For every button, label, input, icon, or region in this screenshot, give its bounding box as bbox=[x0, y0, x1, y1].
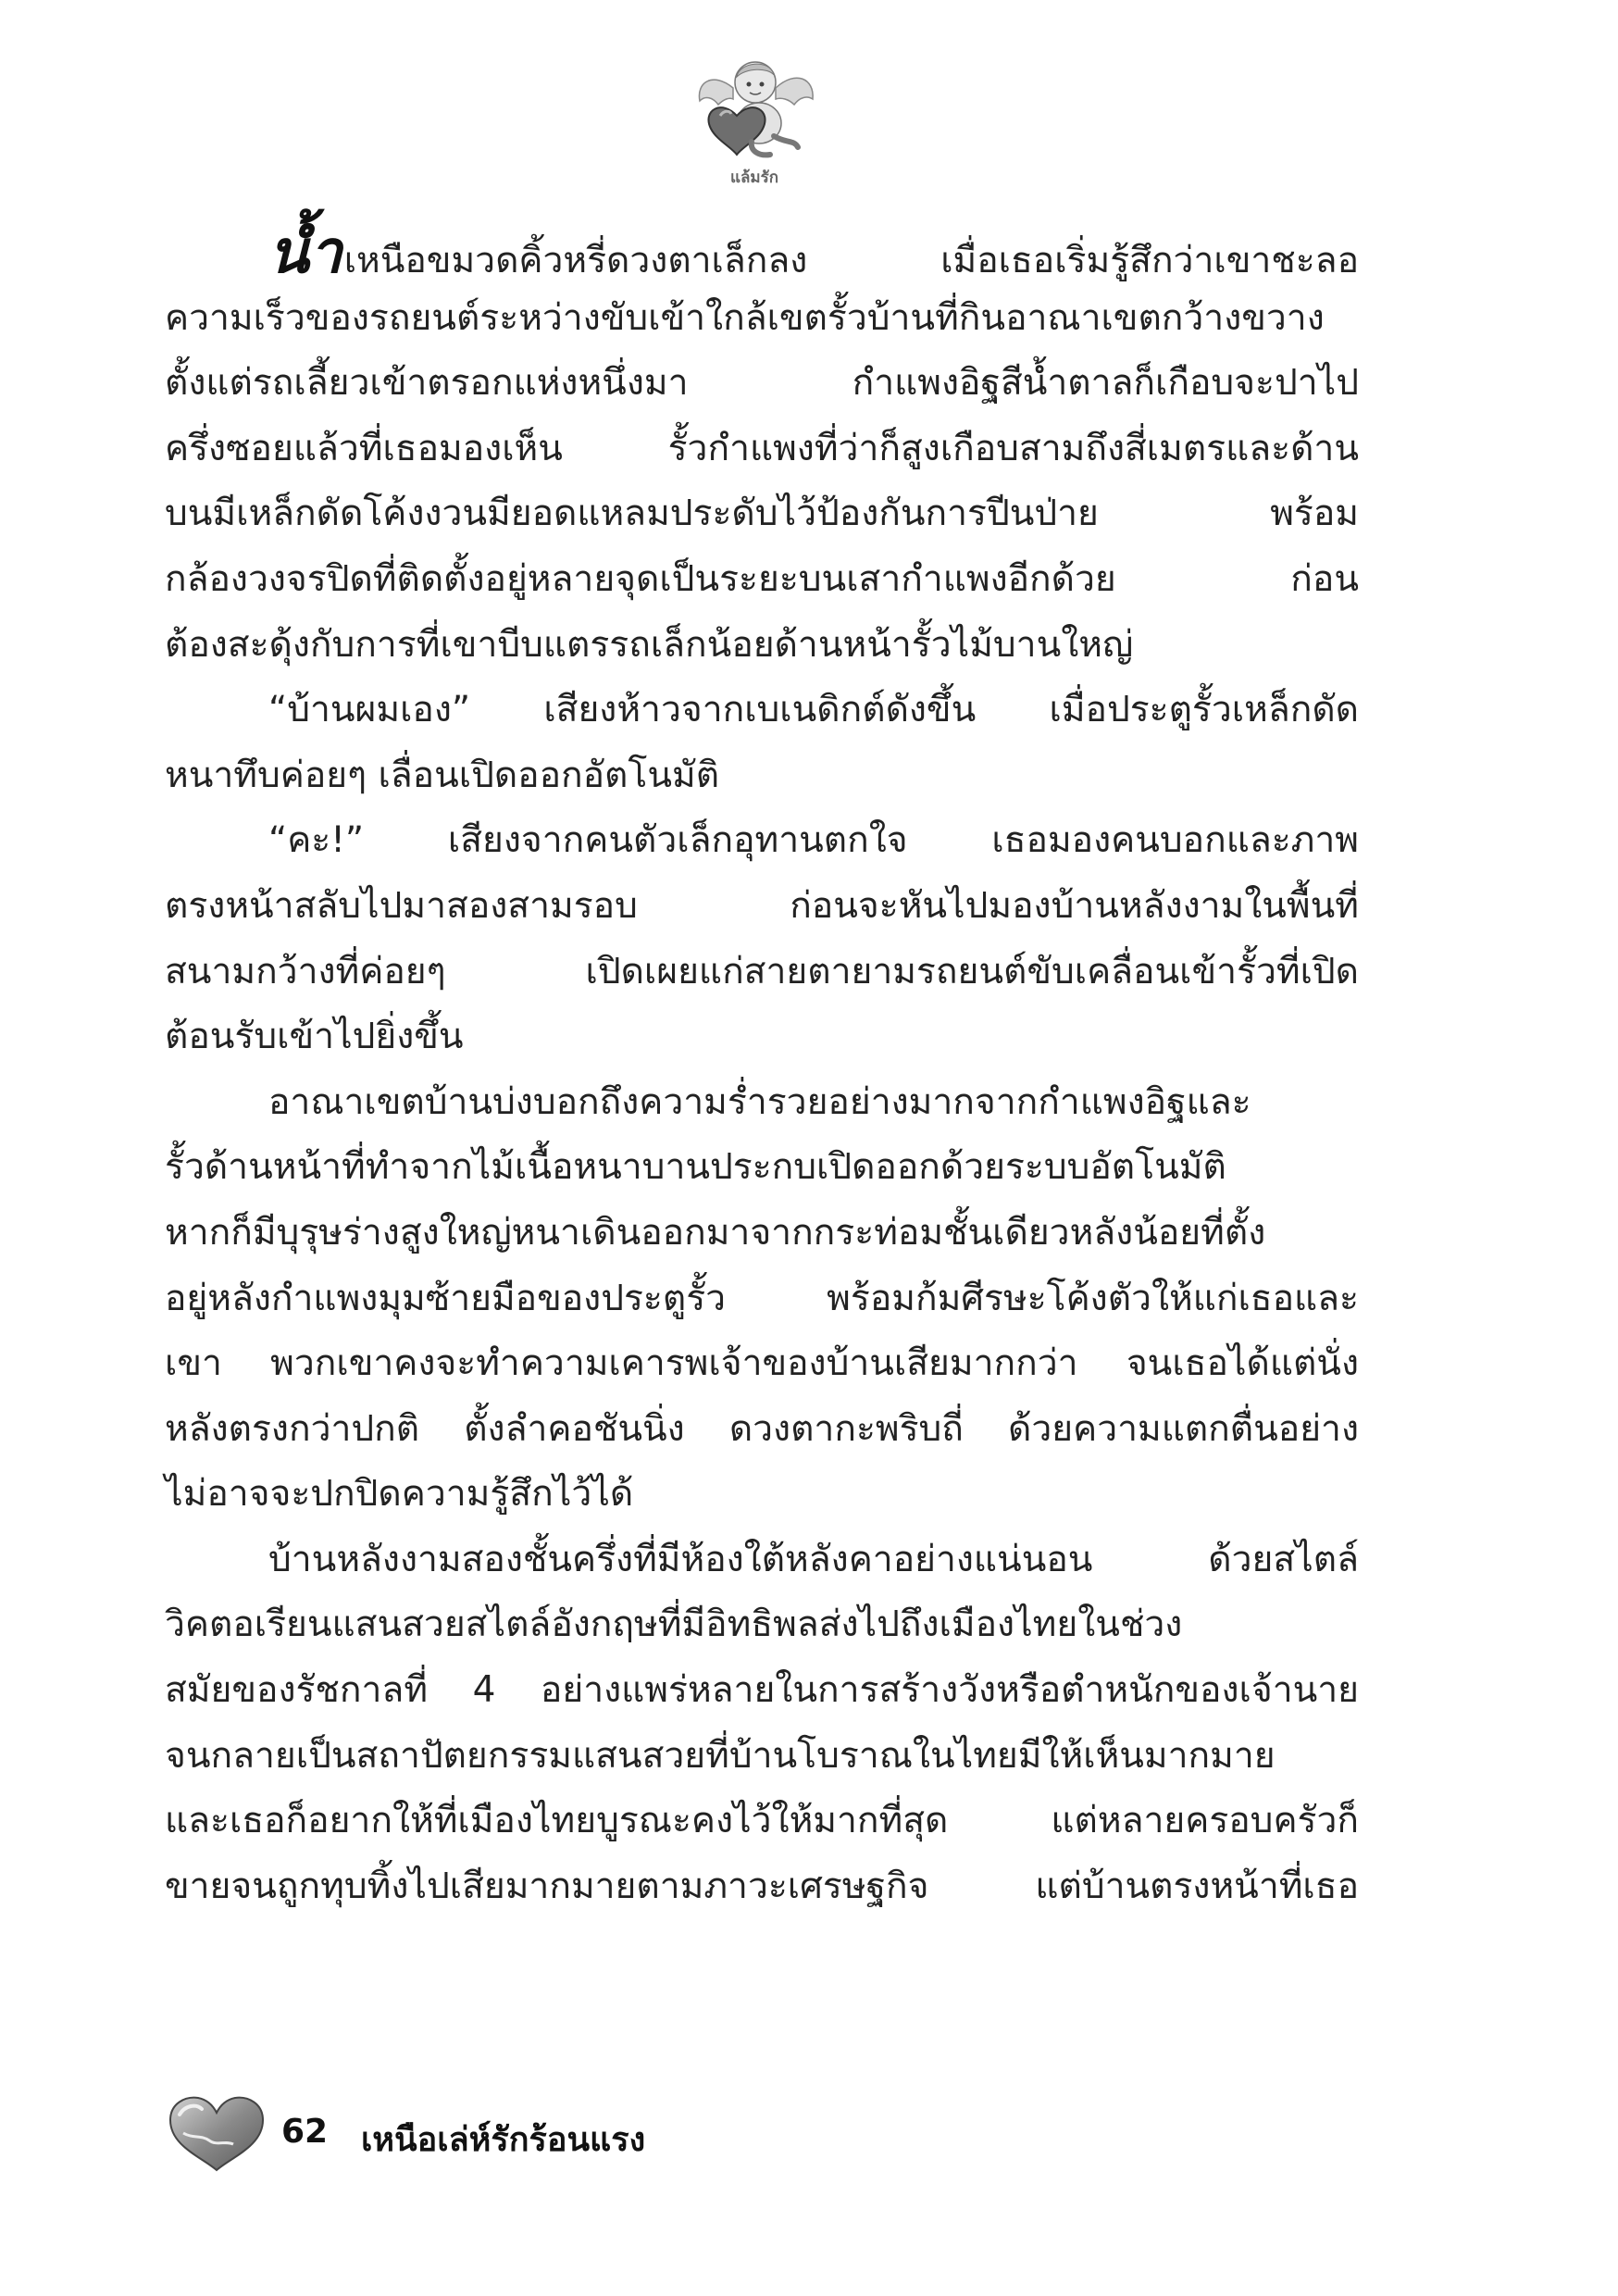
text-line: จนกลายเป็นสถาปัตยกรรมแสนสวยที่บ้านโบราณในไทยมีให้เห็นมากมาย bbox=[165, 1734, 1276, 1777]
text-line: ตั้งแต่รถเลี้ยวเข้าตรอกแห่งหนึ่งมา กำแพงอิฐสีน้ำตาลก็เกือบจะปาไป bbox=[165, 362, 1359, 405]
text-line: ความเร็วของรถยนต์ระหว่างขับเข้าใกล้เขตรั้วบ้านที่กินอาณาเขตกว้างขวาง bbox=[165, 296, 1325, 339]
header-emblem bbox=[685, 51, 824, 190]
text-line: รั้วด้านหน้าที่ทำจากไม้เนื้อหนาบานประกบเปิดออกด้วยระบบอัตโนมัติ bbox=[165, 1146, 1226, 1189]
text-line: กล้องวงจรปิดที่ติดตั้งอยู่หลายจุดเป็นระยะบนเสากำแพงอีกด้วย ก่อน bbox=[165, 557, 1359, 600]
text-line: และเธอก็อยากให้ที่เมืองไทยบูรณะคงไว้ให้มากที่สุด แต่หลายครอบครัวก็ bbox=[165, 1800, 1359, 1842]
page-footer bbox=[165, 2092, 998, 2176]
text-line: “บ้านผมเอง” เสียงห้าวจากเบเนดิกต์ดังขึ้น เมื่อประตูรั้วเหล็กดัด bbox=[268, 689, 1359, 731]
text-line: ขายจนถูกทุบทิ้งไปเสียมากมายตามภาวะเศรษฐกิจ แต่บ้านตรงหน้าที่เธอ bbox=[165, 1865, 1359, 1907]
text-line: หนาทึบค่อยๆ เลื่อนเปิดออกอัตโนมัติ bbox=[165, 754, 720, 796]
text-line: ต้องสะดุ้งกับการที่เขาบีบแตรรถเล็กน้อยด้านหน้ารั้วไม้บานใหญ่ bbox=[165, 623, 1134, 666]
text-line: บ้านหลังงามสองชั้นครึ่งที่มีห้องใต้หลังคาอย่างแน่นอน ด้วยสไตล์ bbox=[268, 1538, 1359, 1580]
emblem-label: แล้มรัก bbox=[729, 168, 778, 187]
drop-cap: น้ำ bbox=[268, 218, 342, 287]
text-line: น้ำเหนือขมวดคิ้วหรี่ดวงตาเล็กลง เมื่อเธอเริ่มรู้สึกว่าเขาชะลอ bbox=[268, 218, 1359, 287]
text-line: บนมีเหล็กดัดโค้งงวนมียอดแหลมประดับไว้ป้องกันการปีนป่าย พร้อม bbox=[165, 493, 1359, 535]
text-line: อาณาเขตบ้านบ่งบอกถึงความร่ำรวยอย่างมากจากกำแพงอิฐและ bbox=[268, 1080, 1251, 1123]
text-line: ต้อนรับเข้าไปยิ่งขึ้น bbox=[165, 1016, 464, 1058]
book-title: เหนือเล่ห์รักร้อนแรง bbox=[361, 2121, 646, 2159]
text-line: เขา พวกเขาคงจะทำความเคารพเจ้าของบ้านเสียมากกว่า จนเธอได้แต่นั่ง bbox=[165, 1342, 1359, 1385]
text-line: สมัยของรัชกาลที่ 4 อย่างแพร่หลายในการสร้างวังหรือตำหนักของเจ้านาย bbox=[165, 1669, 1359, 1712]
heart-icon bbox=[165, 2092, 268, 2176]
text-line: สนามกว้างที่ค่อยๆ เปิดเผยแก่สายตายามรถยนต์ขับเคลื่อนเข้ารั้วที่เปิด bbox=[165, 950, 1359, 992]
text-line: หากก็มีบุรุษร่างสูงใหญ่หนาเดินออกมาจากกระท่อมชั้นเดียวหลังน้อยที่ตั้ง bbox=[165, 1211, 1266, 1254]
text-line: วิคตอเรียนแสนสวยสไตล์อังกฤษที่มีอิทธิพลส่งไปถึงเมืองไทยในช่วง bbox=[165, 1603, 1183, 1646]
text-line: ตรงหน้าสลับไปมาสองสามรอบ ก่อนจะหันไปมองบ้านหลังงามในพื้นที่ bbox=[165, 884, 1359, 927]
text-line: ครึ่งซอยแล้วที่เธอมองเห็น รั้วกำแพงที่ว่าก็สูงเกือบสามถึงสี่เมตรและด้าน bbox=[165, 427, 1359, 469]
cupid-with-heart-icon bbox=[685, 51, 824, 171]
text-line: อยู่หลังกำแพงมุมซ้ายมือของประตูรั้ว พร้อมก้มศีรษะโค้งตัวให้แก่เธอและ bbox=[165, 1277, 1359, 1319]
text-line: ไม่อาจจะปกปิดความรู้สึกไว้ได้ bbox=[165, 1473, 634, 1516]
text-line: หลังตรงกว่าปกติ ตั้งลำคอชันนิ่ง ดวงตากะพริบถี่ ด้วยความแตกตื่นอย่าง bbox=[165, 1407, 1359, 1450]
text-line: “คะ!” เสียงจากคนตัวเล็กอุทานตกใจ เธอมองคนบอกและภาพ bbox=[268, 819, 1359, 862]
page-number: 62 bbox=[281, 2113, 329, 2151]
chapter-text bbox=[165, 220, 1359, 1919]
